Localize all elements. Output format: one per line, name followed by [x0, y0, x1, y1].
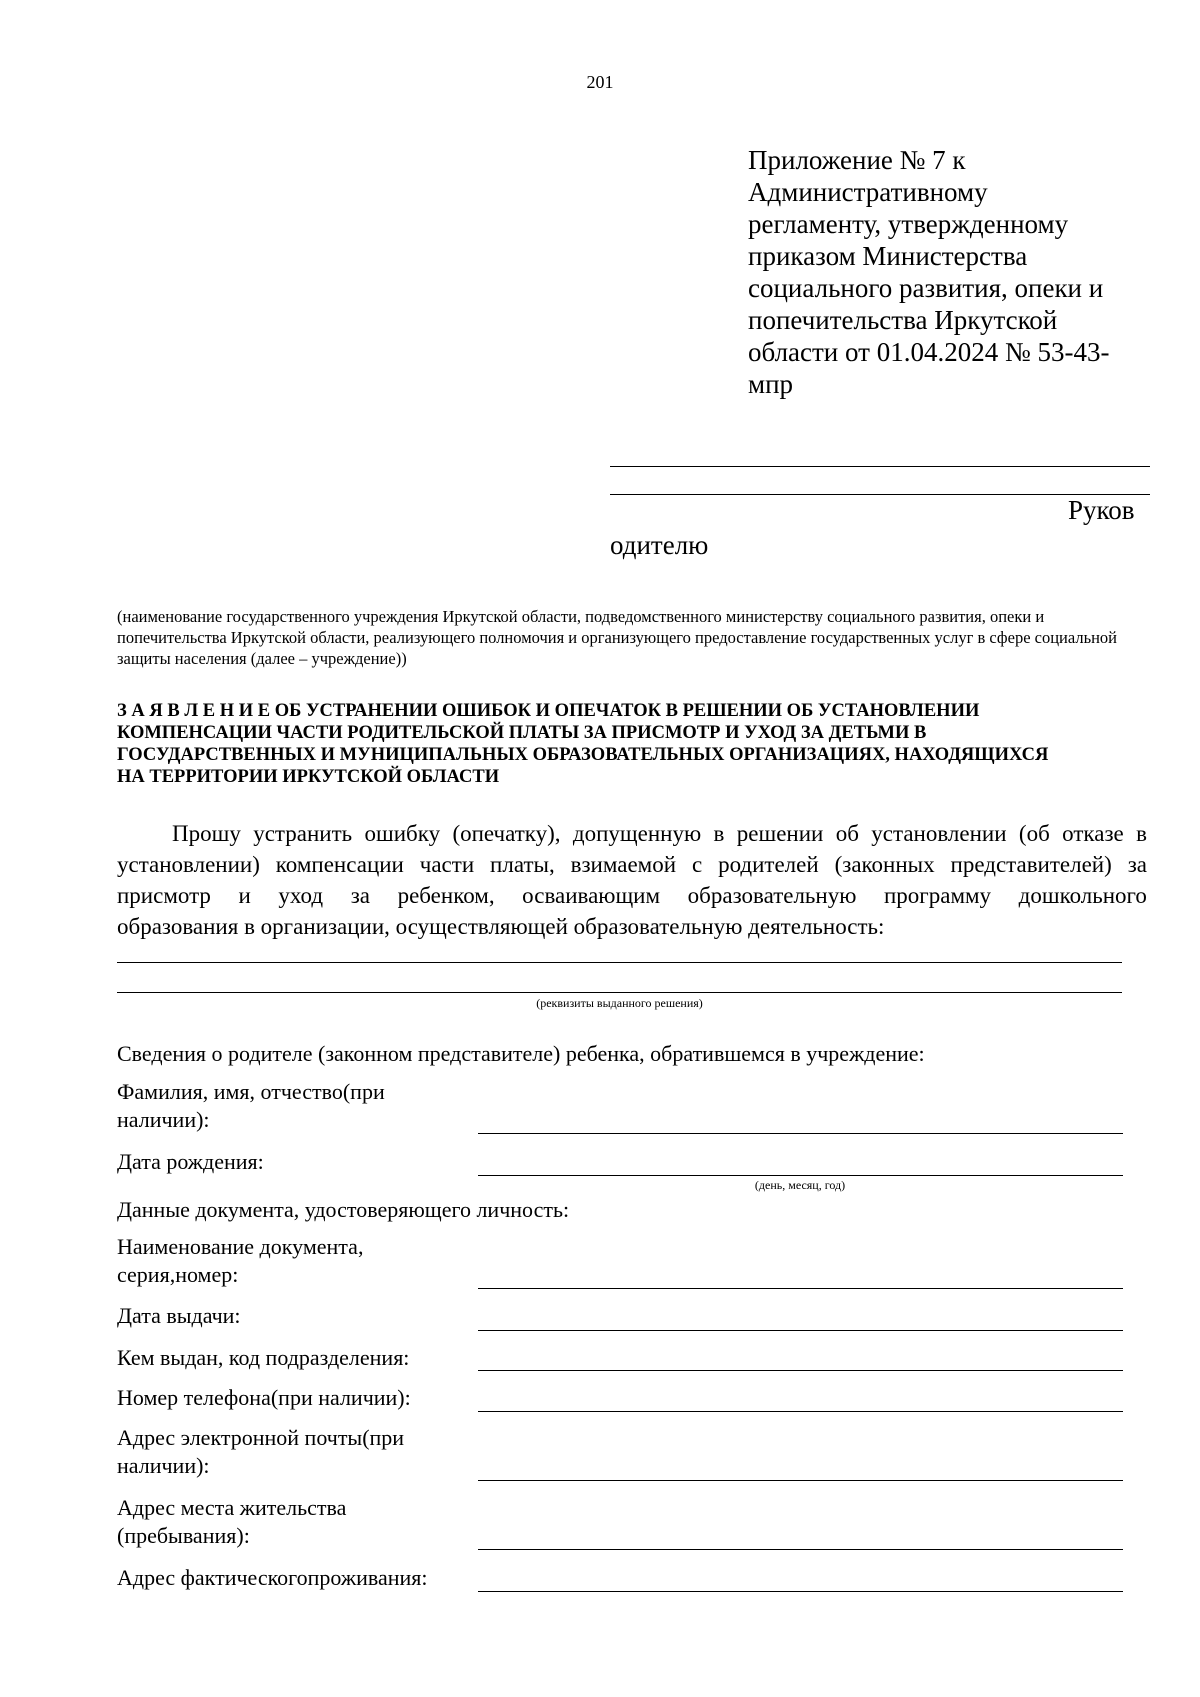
word: в [1136, 821, 1147, 846]
appendix-line: приказом Министерства [748, 241, 1028, 271]
parent-section-heading: Сведения о родителе (законном представителе) ребенка, обратившемся в учреждение: [117, 1041, 925, 1066]
word: решении [736, 821, 824, 846]
addressee-word-part-1: Руков [1068, 495, 1135, 525]
birth-date-caption: (день, месяц, год) [754, 1178, 846, 1192]
title-line: НА ТЕРРИТОРИИ ИРКУТСКОЙ ОБЛАСТИ [117, 767, 500, 787]
word: установлении [871, 821, 1007, 846]
word: за [350, 883, 370, 908]
request-line [117, 849, 1147, 880]
document-name-field[interactable] [478, 1288, 1123, 1289]
word: образовательную [687, 883, 857, 908]
phone-label: Номер телефона(при наличии): [117, 1385, 411, 1410]
word: установлении) [117, 852, 260, 877]
appendix-line: социального развития, опеки и [748, 273, 1104, 303]
id-document-heading: Данные документа, удостоверяющего личность: [117, 1197, 570, 1222]
word: части [419, 852, 475, 877]
word: дошкольного [1018, 883, 1147, 908]
word: отказе [1062, 821, 1124, 846]
addressee-line-1[interactable] [610, 466, 1150, 467]
word: об [835, 821, 859, 846]
actual-address-field[interactable] [478, 1591, 1123, 1592]
word: присмотр [117, 883, 211, 908]
appendix-line: Приложение № 7 к [748, 145, 966, 175]
label-line: серия,номер: [117, 1262, 239, 1287]
label-line: наличии): [117, 1453, 210, 1478]
title-line: КОМПЕНСАЦИИ ЧАСТИ РОДИТЕЛЬСКОЙ ПЛАТЫ ЗА ПРИСМОТР И УХОД ЗА ДЕТЬМИ В [117, 723, 927, 743]
label-line: (пребывания): [117, 1523, 250, 1548]
document-title [117, 700, 1157, 788]
appendix-line: регламенту, утвержденному [748, 209, 1069, 239]
word: за [1127, 852, 1147, 877]
word: платы, [490, 852, 555, 877]
word: программу [884, 883, 992, 908]
full-name-field[interactable] [478, 1133, 1123, 1134]
request-line [117, 880, 1147, 911]
decision-details-line-2[interactable] [117, 992, 1122, 993]
word: взимаемой [570, 852, 677, 877]
word: осваивающим [522, 883, 661, 908]
word: (об [1018, 821, 1050, 846]
email-label [117, 1424, 404, 1480]
appendix-line: области от 01.04.2024 № 53-43- [748, 337, 1110, 367]
birth-date-label: Дата рождения: [117, 1149, 264, 1174]
word: Прошу [172, 821, 241, 846]
label-line: Фамилия, имя, отчество(при [117, 1079, 385, 1104]
issued-by-field[interactable] [478, 1370, 1123, 1371]
full-name-label [117, 1078, 385, 1134]
word: устранить [253, 821, 353, 846]
request-paragraph [117, 818, 1147, 942]
word: с [691, 852, 703, 877]
institution-caption: (наименование государственного учреждения Иркутской области, подведомственного министерству социального развития, опеки и попечительства Иркутской области, реализующего полномочия и организующего предоставление государственных услуг в сфере социальной защиты населения (далее – учреждение)) [117, 607, 1118, 668]
label-line: Наименование документа, [117, 1234, 364, 1259]
word: допущенную [572, 821, 702, 846]
issue-date-label: Дата выдачи: [117, 1303, 241, 1328]
document-name-label [117, 1233, 363, 1289]
request-line: образования в организации, осуществляющей образовательную деятельность: [117, 914, 885, 939]
appendix-line: Административному [748, 177, 988, 207]
word: ошибку [364, 821, 441, 846]
word: (опечатку), [452, 821, 561, 846]
residence-label [117, 1494, 346, 1550]
decision-details-line-1[interactable] [117, 962, 1122, 963]
word: представителей) [950, 852, 1112, 877]
word: и [238, 883, 251, 908]
word: (законных [834, 852, 935, 877]
word: компенсации [275, 852, 404, 877]
appendix-note [748, 144, 1148, 400]
title-line: ГОСУДАРСТВЕННЫХ И МУНИЦИПАЛЬНЫХ ОБРАЗОВАТЕЛЬНЫХ ОРГАНИЗАЦИЯХ, НАХОДЯЩИХСЯ [117, 745, 1049, 765]
appendix-line: мпр [748, 369, 794, 399]
issue-date-field[interactable] [478, 1330, 1123, 1331]
appendix-line: попечительства Иркутской [748, 305, 1058, 335]
word: уход [278, 883, 324, 908]
word: ребенком, [397, 883, 495, 908]
phone-field[interactable] [478, 1411, 1123, 1412]
residence-field[interactable] [478, 1549, 1123, 1550]
label-line: наличии): [117, 1107, 210, 1132]
request-line [117, 818, 1147, 849]
email-field[interactable] [478, 1480, 1123, 1481]
decision-details-caption: (реквизиты выданного решения) [536, 996, 703, 1010]
issued-by-label: Кем выдан, код подразделения: [117, 1345, 410, 1370]
label-line: Адрес электронной почты(при [117, 1425, 405, 1450]
birth-date-field[interactable] [478, 1175, 1123, 1176]
actual-address-label: Адрес фактическогопроживания: [117, 1565, 428, 1590]
label-line: Адрес места жительства [117, 1495, 347, 1520]
word: в [713, 821, 725, 846]
word: родителей [718, 852, 819, 877]
addressee-word-part-2: одителю [610, 530, 709, 560]
page-number: 201 [586, 72, 614, 92]
title-line: З А Я В Л Е Н И Е ОБ УСТРАНЕНИИ ОШИБОК И ОПЕЧАТОК В РЕШЕНИИ ОБ УСТАНОВЛЕНИИ [117, 701, 980, 721]
